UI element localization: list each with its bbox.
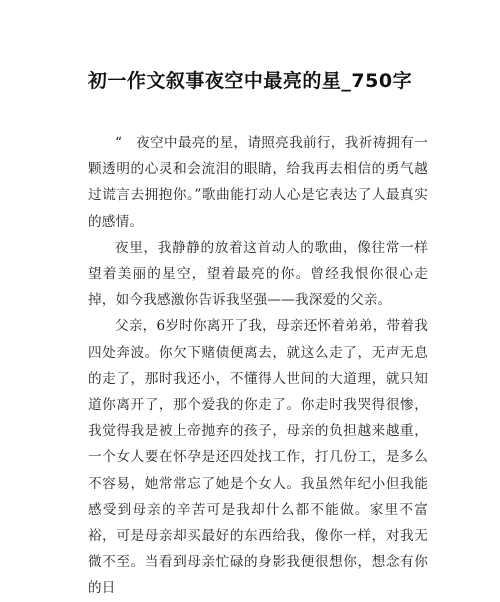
document-title: 初一作文叙事夜空中最亮的星_750字 [87, 70, 413, 92]
paragraph: 夜里，我静静的放着这首动人的歌曲，像往常一样望着美丽的星空，望着最亮的你。曾经我恨你很心走掉，如今我感激你告诉我坚强——我深爱的父亲。 [88, 239, 428, 309]
paragraph: 父亲，6岁时你离开了我，母亲还怀着弟弟，带着我四处奔波。你欠下赌债便离去，就这么走了，无声无息的走了，那时我还小，不懂得人世间的大道理，就只知道你离开了，那个爱我的你走了。你走时我哭得很惨，我觉得我是被上帝抛弃的孩子，母亲的负担越来越重，一个女人要在怀孕是还四处找工作，打几份工，是多么不容易，她常常忘了她是个女人。我虽然年纪小但我能感受到母亲的辛苦可是我却什么都不能做。家里不富裕，可是母亲却买最好的东西给我，像你一样，对我无微不至。当看到母亲忙碌的身影我便很想你，想念有你的日 [88, 318, 428, 597]
document-body [88, 130, 428, 602]
paragraph: “ 夜空中最亮的星，请照亮我前行，我祈祷拥有一颗透明的心灵和会流泪的眼睛，给我再去相信的勇气越过谎言去拥抱你。”歌曲能打动人心是它表达了人最真实的感情。 [88, 135, 428, 230]
